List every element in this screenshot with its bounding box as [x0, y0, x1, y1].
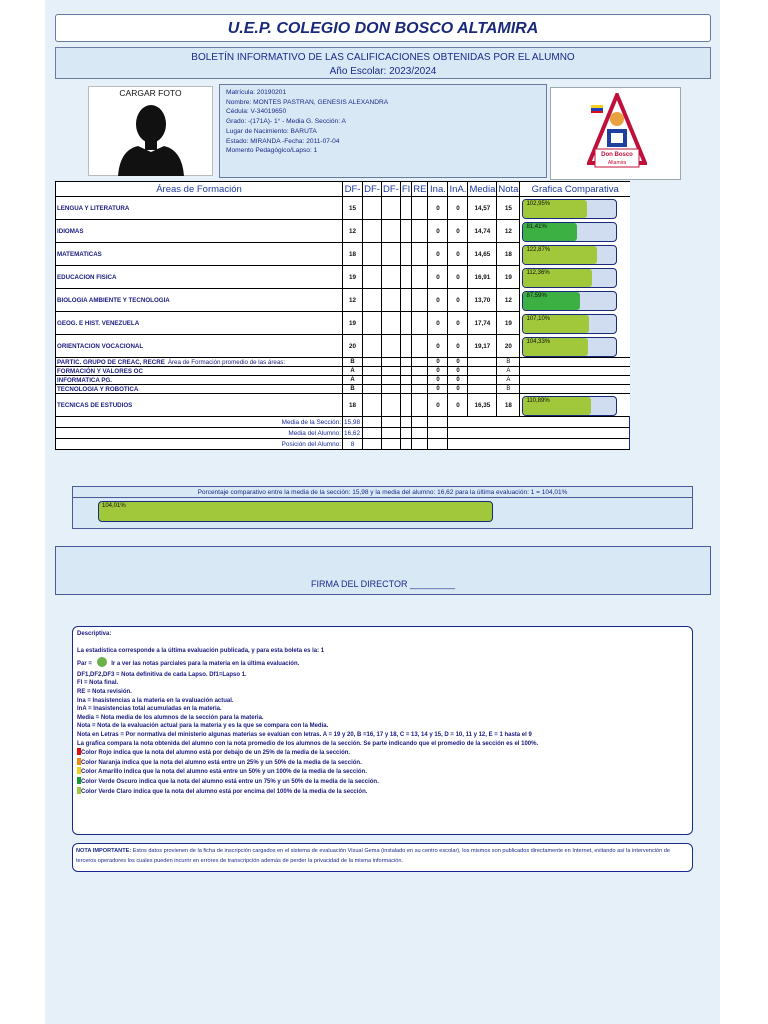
cell-nota: 12: [497, 220, 520, 243]
cell-df1: A: [343, 367, 363, 376]
table-row: [56, 367, 630, 376]
cell-nota: B: [497, 358, 520, 367]
student-info: [219, 84, 547, 178]
cell-df2: [363, 197, 382, 220]
cell-nota: 19: [497, 266, 520, 289]
don-bosco-logo-icon: [587, 93, 647, 171]
cell-area: GEOG. E HIST. VENEZUELA: [56, 312, 343, 335]
cell-ina2: 0: [448, 220, 468, 243]
col-header: Nota: [498, 183, 519, 195]
cell-fi: [400, 312, 411, 335]
area-name: FORMACIÓN Y VALORES OC: [57, 367, 143, 375]
table-row: [56, 197, 630, 220]
area-note: Área de Formación promedio de las áreas:: [167, 358, 286, 366]
summary-label: Media de la Sección:: [56, 417, 343, 428]
cell-ina: 0: [428, 394, 448, 417]
color-legend-item: Color Rojo indica que la nota del alumno está por debajo de un 25% de la media de la sección.: [77, 748, 688, 758]
desc-line: Nota en Letras = Por normativa del ministerio algunas materias se evalúan con letras. A = 19 y 20, B =16, 17 y 18, C = 13, 14 y 15, D = 10, 11 y 12, E = 1 hasta el 9: [77, 731, 532, 738]
cell-df1: 20: [343, 335, 363, 358]
col-header: RE: [413, 183, 427, 195]
cell-nota: 12: [497, 289, 520, 312]
cell-fi: [400, 266, 411, 289]
cell-ina: 0: [428, 197, 448, 220]
cell-ina: 0: [428, 367, 448, 376]
cell-df2: [363, 220, 382, 243]
cell-media: [468, 367, 497, 376]
cell-ina2: 0: [448, 376, 468, 385]
table-row: [56, 335, 630, 358]
cell-ina: 0: [428, 358, 448, 367]
cell-media: 16,91: [468, 266, 497, 289]
cell-ina2: 0: [448, 394, 468, 417]
cell-df1: 18: [343, 394, 363, 417]
cell-df1: 12: [343, 220, 363, 243]
cell-fi: [400, 335, 411, 358]
comparison-chart-cell: [520, 312, 630, 335]
cell-ina2: 0: [448, 289, 468, 312]
col-header: FI: [401, 183, 411, 195]
cell-media: [468, 385, 497, 394]
cell-nota: 19: [497, 312, 520, 335]
comparison-bar: [522, 222, 617, 242]
color-legend-item: Color Amarillo indica que la nota del alumno está entre un 50% y un 100% de la media de la sección.: [77, 767, 688, 777]
cell-ina: 0: [428, 312, 448, 335]
cell-area: IDIOMAS: [56, 220, 343, 243]
cell-ina2: 0: [448, 197, 468, 220]
cell-df1: A: [343, 376, 363, 385]
area-name: PARTIC. GRUPO DE CREAC, RECRE: [57, 358, 165, 366]
cell-area: [56, 367, 343, 376]
cell-ina: 0: [428, 220, 448, 243]
cell-media: [468, 358, 497, 367]
report-title: BOLETÍN INFORMATIVO DE LAS CALIFICACIONES OBTENIDAS POR EL ALUMNO: [191, 52, 575, 63]
info-line: Momento Pedagógico/Lapso: 1: [226, 147, 318, 155]
cell-ina2: 0: [448, 312, 468, 335]
report-header: [55, 47, 711, 79]
comparison-pct: 110,89%: [526, 398, 550, 404]
comparison-chart-cell: [520, 243, 630, 266]
cell-media: 19,17: [468, 335, 497, 358]
comparison-bar: [98, 501, 493, 522]
comparison-pct: 81,41%: [526, 223, 547, 230]
cell-df2: [363, 367, 382, 376]
cell-nota: 18: [497, 394, 520, 417]
desc-line: La grafica compara la nota obtenida del alumno con la nota promedio de los alumnos de la sección. Se parte indicando que el promedio de la sección es el 100%.: [77, 740, 539, 747]
comparison-chart-cell: [520, 220, 630, 243]
comparison-bar: [522, 199, 617, 219]
comparison-chart-cell: [520, 358, 630, 367]
cell-df3: [382, 197, 401, 220]
cell-nota: 15: [497, 197, 520, 220]
description-title: Descriptiva:: [77, 631, 112, 637]
cell-ina2: 0: [448, 358, 468, 367]
summary-value: 16,62: [343, 428, 363, 439]
comparison-chart-cell: [520, 394, 630, 417]
grades-table: [55, 181, 630, 450]
important-note: [72, 843, 693, 872]
info-line: Grado: -(171A)- 1° - Media G. Sección: A: [226, 118, 346, 126]
cell-df2: [363, 376, 382, 385]
school-year: Año Escolar: 2023/2024: [329, 66, 437, 77]
desc-line: DF1,DF2,DF3 = Nota definitiva de cada Lapso. Df1=Lapso 1.: [77, 671, 247, 678]
desc-par-line: [77, 657, 688, 669]
comparison-chart-cell: [520, 335, 630, 358]
cell-df2: [363, 394, 382, 417]
cell-fi: [400, 220, 411, 243]
cell-fi: [400, 289, 411, 312]
cell-media: [468, 376, 497, 385]
color-legend-item: Color Verde Claro indica que la nota del alumno está por encima del 100% de la media de la sección.: [77, 787, 688, 797]
table-row: [56, 358, 630, 367]
info-line: Nombre: MONTES PASTRAN, GENESIS ALEXANDRA: [226, 98, 389, 106]
cell-ina2: 0: [448, 367, 468, 376]
cell-re: [412, 376, 428, 385]
cell-ina2: 0: [448, 243, 468, 266]
cell-df2: [363, 266, 382, 289]
table-row: [56, 312, 630, 335]
cell-re: [412, 358, 428, 367]
cell-re: [412, 394, 428, 417]
table-header-row: [56, 182, 630, 197]
comparison-chart-cell: [520, 266, 630, 289]
info-line: Lugar de Nacimiento: BARUTA: [226, 127, 317, 135]
comparison-pct: 107,10%: [526, 315, 551, 322]
cell-df1: 18: [343, 243, 363, 266]
cell-fi: [400, 385, 411, 394]
comparison-pct: 104,01%: [102, 503, 126, 509]
cell-ina2: 0: [448, 385, 468, 394]
cell-df3: [382, 367, 401, 376]
table-row: [56, 385, 630, 394]
cell-ina: 0: [428, 289, 448, 312]
cell-df3: [382, 394, 401, 417]
avatar-silhouette-icon: [116, 98, 186, 176]
cell-df3: [382, 335, 401, 358]
summary-row: [56, 417, 630, 428]
cell-re: [412, 385, 428, 394]
comparison-chart-cell: [520, 197, 630, 220]
cell-re: [412, 335, 428, 358]
comparison-bar: [522, 396, 617, 416]
comparison-box: [72, 486, 693, 529]
cell-nota: A: [497, 367, 520, 376]
cell-df2: [363, 358, 382, 367]
summary-value: 8: [343, 439, 363, 450]
cell-nota: 18: [497, 243, 520, 266]
cell-nota: 20: [497, 335, 520, 358]
view-partials-icon[interactable]: [97, 657, 107, 667]
summary-row: [56, 428, 630, 439]
cell-df3: [382, 289, 401, 312]
col-header: DF-: [343, 182, 363, 197]
cell-nota: B: [497, 385, 520, 394]
summary-label: Posición del Alumno:: [56, 439, 343, 450]
info-line: Matrícula: 20190201: [226, 89, 287, 96]
cell-re: [412, 289, 428, 312]
cell-area: [56, 358, 343, 367]
cell-df1: B: [343, 385, 363, 394]
cell-df1: B: [343, 358, 363, 367]
cell-media: 13,70: [468, 289, 497, 312]
col-header: Áreas de Formación: [56, 182, 343, 197]
cell-fi: [400, 376, 411, 385]
cell-fi: [400, 394, 411, 417]
desc-line: Nota = Nota de la evaluación actual para la materia y es la que se compara con la Media.: [77, 723, 329, 730]
comparison-chart-cell: [520, 289, 630, 312]
comparison-bar: [522, 268, 617, 288]
cell-df2: [363, 312, 382, 335]
cell-df3: [382, 266, 401, 289]
desc-line: Media = Nota media de los alumnos de la sección para la materia.: [77, 714, 264, 721]
table-row: [56, 376, 630, 385]
table-row: [56, 266, 630, 289]
summary-row: [56, 439, 630, 450]
cell-re: [412, 367, 428, 376]
cell-fi: [400, 243, 411, 266]
director-signature: FIRMA DEL DIRECTOR _________: [55, 546, 711, 595]
color-legend-item: Color Verde Oscuro indica que la nota del alumno está entre un 75% y un 50% de la media de la sección.: [77, 777, 688, 787]
cell-area: MATEMATICAS: [56, 243, 343, 266]
cell-df3: [382, 312, 401, 335]
comparison-chart-cell: [520, 376, 630, 385]
col-header: InA.: [449, 183, 467, 195]
color-legend-item: Color Naranja indica que la nota del alumno está entre un 25% y un 50% de la media de la sección.: [77, 758, 688, 768]
cell-df2: [363, 243, 382, 266]
note-text: Estos datos provienen de la ficha de inscripción cargados en el sistema de evaluación Visual Gema (instalado en su centro escolar), los mismos son publicados directamente en Internet, evitando así la intervención de terceros operadores los cuales pueden incurrir en errores de transcripción además de perder la privacidad de la misma información.: [76, 848, 670, 864]
cell-media: 17,74: [468, 312, 497, 335]
cell-media: 14,65: [468, 243, 497, 266]
cell-df1: 15: [343, 197, 363, 220]
cell-media: 14,74: [468, 220, 497, 243]
cell-df1: 12: [343, 289, 363, 312]
cell-media: 16,35: [468, 394, 497, 417]
info-line: Cédula: V-34019650: [226, 108, 287, 116]
area-name: INFORMATICA PG.: [57, 376, 112, 384]
cell-ina: 0: [428, 335, 448, 358]
upload-photo-label: CARGAR FOTO: [119, 88, 182, 98]
cell-df2: [363, 385, 382, 394]
cell-re: [412, 243, 428, 266]
note-label: NOTA IMPORTANTE:: [76, 848, 132, 854]
desc-line: Ir a ver las notas parciales para la materia en la última evaluación.: [111, 661, 300, 668]
cell-df3: [382, 220, 401, 243]
comparison-bar: [522, 245, 617, 265]
cell-ina: 0: [428, 376, 448, 385]
comparison-pct: 87,59%: [526, 292, 547, 299]
desc-line: Ina = Inasistencias a la materia en la evaluación actual.: [77, 697, 234, 704]
comparison-pct: 112,36%: [526, 269, 550, 276]
col-header: DF-: [383, 183, 399, 195]
table-row: [56, 243, 630, 266]
cell-ina: 0: [428, 266, 448, 289]
cell-area: TECNICAS DE ESTUDIOS: [56, 394, 343, 417]
summary-label: Media del Alumno:: [56, 428, 343, 439]
cell-area: EDUCACION FISICA: [56, 266, 343, 289]
cell-df3: [382, 358, 401, 367]
cell-media: 14,57: [468, 197, 497, 220]
comparison-pct: 122,87%: [526, 246, 551, 253]
cell-area: LENGUA Y LITERATURA: [56, 197, 343, 220]
description-box: [72, 626, 693, 835]
comparison-pct: 104,33%: [526, 338, 551, 345]
cell-fi: [400, 197, 411, 220]
cell-ina2: 0: [448, 266, 468, 289]
comparison-bar: [522, 291, 617, 311]
photo-upload[interactable]: [88, 86, 213, 176]
cell-df3: [382, 385, 401, 394]
desc-line: InA = Inasistencias total acumuladas en la materia.: [77, 706, 222, 713]
col-header: Grafica Comparativa: [520, 182, 630, 197]
comparison-pct: 102,95%: [526, 201, 551, 207]
table-row: [56, 220, 630, 243]
cell-df1: 19: [343, 266, 363, 289]
cell-df3: [382, 376, 401, 385]
cell-re: [412, 197, 428, 220]
logo-text-1: Don Bosco: [601, 152, 633, 158]
info-line: Estado: MIRANDA -Fecha: 2011-07-04: [226, 137, 340, 145]
desc-line: RE = Nota revisión.: [77, 688, 132, 695]
col-header: Ina.: [428, 182, 448, 197]
cell-area: [56, 376, 343, 385]
cell-re: [412, 220, 428, 243]
col-header: Media: [469, 183, 496, 195]
cell-re: [412, 312, 428, 335]
school-title: U.E.P. COLEGIO DON BOSCO ALTAMIRA: [55, 14, 711, 42]
cell-ina: 0: [428, 385, 448, 394]
table-row: [56, 394, 630, 417]
area-name: TECNOLOGIA Y ROBOTICA: [57, 385, 139, 393]
cell-df1: 19: [343, 312, 363, 335]
table-row: [56, 289, 630, 312]
comparison-chart-cell: [520, 385, 630, 394]
comparison-bar: [522, 337, 617, 357]
cell-re: [412, 266, 428, 289]
cell-df3: [382, 243, 401, 266]
comparison-text: Porcentaje comparativo entre la media de la sección: 15,98 y la media del alumno: 16,62 para la última evaluación: 1 = 104,01%: [73, 487, 692, 498]
logo-text-2: Altamira: [607, 160, 627, 166]
cell-area: ORIENTACION VOCACIONAL: [56, 335, 343, 358]
cell-df2: [363, 289, 382, 312]
cell-ina: 0: [428, 243, 448, 266]
school-logo: [550, 87, 681, 180]
desc-line: La estadística corresponde a la última evaluación publicada, y para esta boleta es la: 1: [77, 647, 325, 654]
cell-fi: [400, 358, 411, 367]
cell-nota: A: [497, 376, 520, 385]
desc-line: FI = Nota final.: [77, 680, 119, 687]
comparison-chart-cell: [520, 367, 630, 376]
cell-area: BIOLOGIA AMBIENTE Y TECNOLOGIA: [56, 289, 343, 312]
desc-line: Par =: [77, 661, 92, 668]
cell-df2: [363, 335, 382, 358]
cell-area: [56, 385, 343, 394]
col-header: DF-: [364, 183, 380, 195]
cell-ina2: 0: [448, 335, 468, 358]
cell-fi: [400, 367, 411, 376]
summary-value: 15,98: [343, 417, 363, 428]
comparison-bar: [522, 314, 617, 334]
